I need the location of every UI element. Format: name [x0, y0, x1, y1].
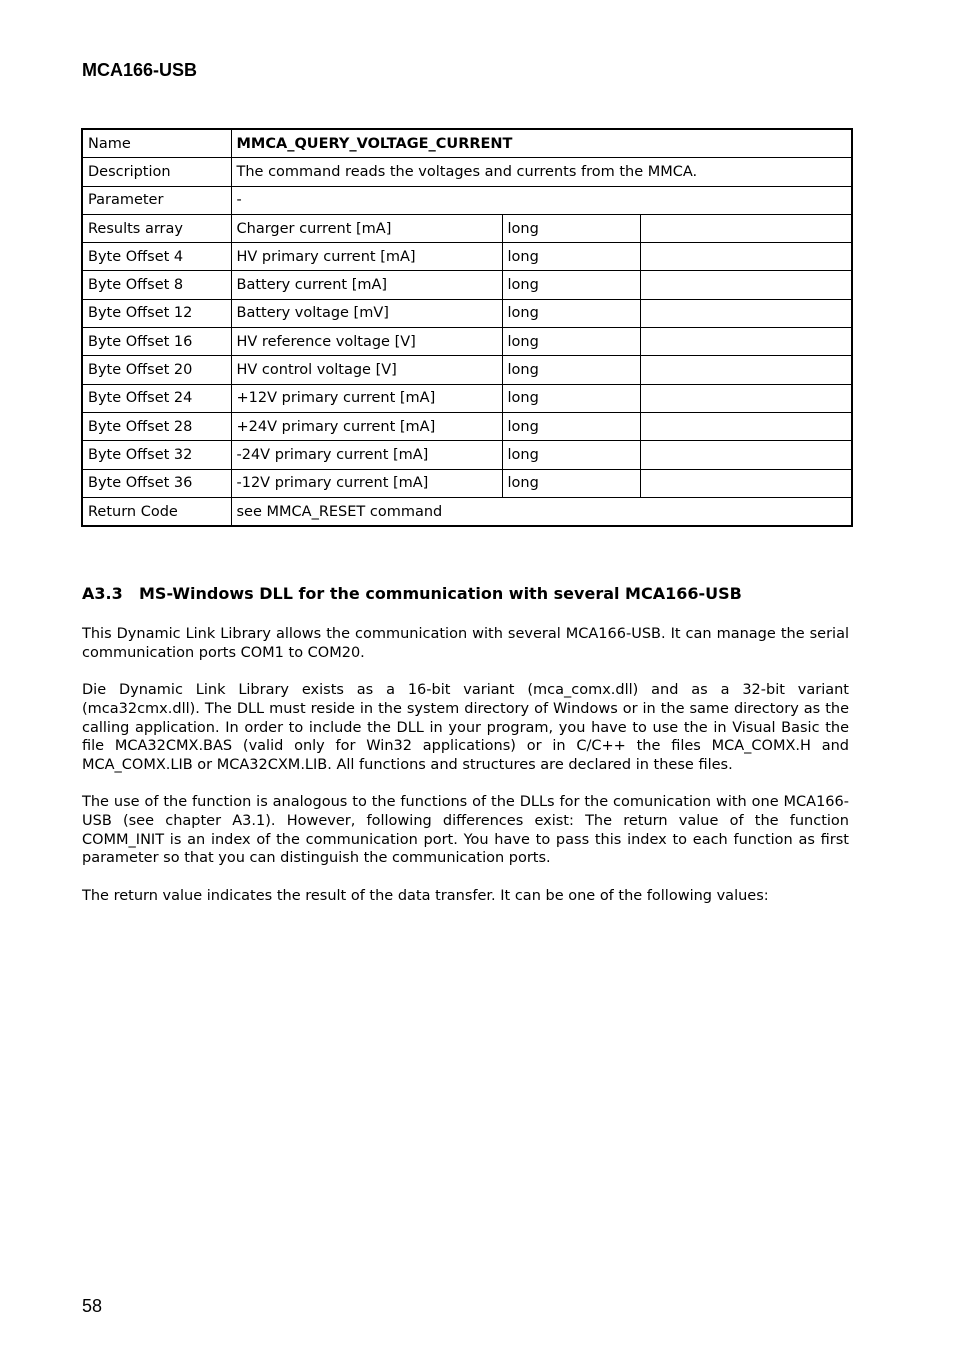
paragraph-return-value: The return value indicates the result of the data transfer. It can be one of the following values:	[82, 888, 769, 904]
table-row-return-code	[82, 497, 852, 526]
result-empty-cell	[640, 356, 852, 384]
result-offset: Byte Offset 24	[82, 384, 231, 412]
result-offset: Byte Offset 20	[82, 356, 231, 384]
description-label: Description	[82, 158, 231, 186]
description-value: The command reads the voltages and currents from the MMCA.	[231, 158, 852, 186]
result-empty-cell	[640, 243, 852, 271]
result-offset: Results array	[82, 214, 231, 242]
result-type: long	[502, 271, 640, 299]
page-header-title: MCA166-USB	[82, 60, 198, 80]
table-row	[82, 299, 852, 327]
table-row	[82, 412, 852, 440]
result-type: long	[502, 299, 640, 327]
table-row-description	[82, 158, 852, 186]
page-number: 58	[82, 1296, 103, 1316]
table-row	[82, 441, 852, 469]
name-label: Name	[82, 129, 231, 158]
table-row	[82, 469, 852, 497]
result-type: long	[502, 328, 640, 356]
section-number: A3.3	[82, 584, 123, 603]
result-field: HV primary current [mA]	[231, 243, 502, 271]
result-type: long	[502, 412, 640, 440]
result-type: long	[502, 243, 640, 271]
result-offset: Byte Offset 4	[82, 243, 231, 271]
table-row	[82, 271, 852, 299]
return-code-label: Return Code	[82, 497, 231, 526]
table-row	[82, 328, 852, 356]
table-row-parameter	[82, 186, 852, 214]
result-offset: Byte Offset 12	[82, 299, 231, 327]
paragraph-intro: This Dynamic Link Library allows the communication with several MCA166-USB. It can manage the serial communication ports COM1 to COM20.	[82, 626, 849, 661]
result-empty-cell	[640, 328, 852, 356]
table-row	[82, 214, 852, 242]
result-empty-cell	[640, 214, 852, 242]
result-type: long	[502, 384, 640, 412]
return-code-value: see MMCA_RESET command	[231, 497, 852, 526]
result-offset: Byte Offset 36	[82, 469, 231, 497]
result-field: -12V primary current [mA]	[231, 469, 502, 497]
section-title: MS-Windows DLL for the communication with several MCA166-USB	[139, 584, 742, 603]
result-field: Battery voltage [mV]	[231, 299, 502, 327]
result-field: HV control voltage [V]	[231, 356, 502, 384]
result-offset: Byte Offset 28	[82, 412, 231, 440]
table-row	[82, 243, 852, 271]
table-row-name	[82, 129, 852, 158]
table-row	[82, 384, 852, 412]
result-field: Battery current [mA]	[231, 271, 502, 299]
result-empty-cell	[640, 412, 852, 440]
result-field: HV reference voltage [V]	[231, 328, 502, 356]
result-offset: Byte Offset 32	[82, 441, 231, 469]
result-type: long	[502, 214, 640, 242]
result-empty-cell	[640, 299, 852, 327]
result-type: long	[502, 441, 640, 469]
result-type: long	[502, 469, 640, 497]
result-empty-cell	[640, 384, 852, 412]
command-name: MMCA_QUERY_VOLTAGE_CURRENT	[231, 129, 852, 158]
result-offset: Byte Offset 8	[82, 271, 231, 299]
paragraph-dll-variants: Die Dynamic Link Library exists as a 16-bit variant (mca_comx.dll) and as a 32-bit variant (mca32cmx.dll). The DLL must reside in the system directory of Windows or in the same directory as the calling application. In order to include the DLL in your program, you have to use the in Visual Basic the file MCA32CMX.BAS (valid only for Win32 applications) or in C/C++ the files MCA_COMX.H and MCA_COMX.LIB or MCA32CXM.LIB. All functions and structures are declared in these files.	[82, 682, 849, 774]
result-empty-cell	[640, 271, 852, 299]
result-field: +24V primary current [mA]	[231, 412, 502, 440]
result-type: long	[502, 356, 640, 384]
result-empty-cell	[640, 441, 852, 469]
parameter-value: -	[231, 186, 852, 214]
result-offset: Byte Offset 16	[82, 328, 231, 356]
result-field: Charger current [mA]	[231, 214, 502, 242]
section-heading	[82, 584, 742, 603]
paragraph-differences: The use of the function is analogous to the functions of the DLLs for the comunication with one MCA166-USB (see chapter A3.1). However, following differences exist: The return value of the function COMM_INIT is an index of the communication port. You have to pass this index to each function as first parameter so that you can distinguish the communication ports.	[82, 794, 849, 867]
command-table	[81, 128, 853, 527]
result-empty-cell	[640, 469, 852, 497]
parameter-label: Parameter	[82, 186, 231, 214]
table-row	[82, 356, 852, 384]
result-field: +12V primary current [mA]	[231, 384, 502, 412]
result-field: -24V primary current [mA]	[231, 441, 502, 469]
